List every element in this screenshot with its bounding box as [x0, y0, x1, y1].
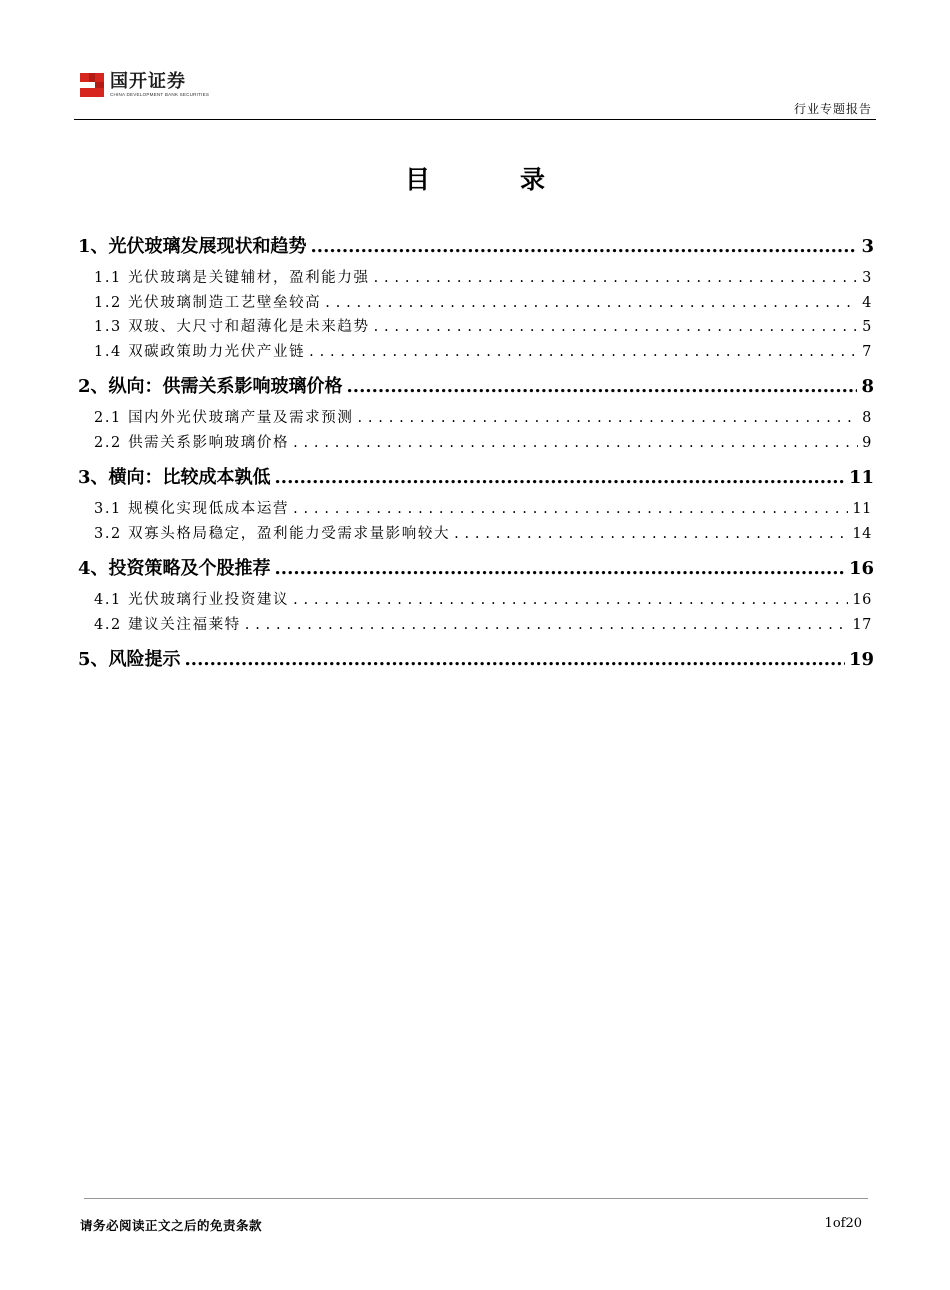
toc-page-number: 11	[852, 501, 872, 517]
toc-subsection-2-1[interactable]: 2.1 国内外光伏玻璃产量及需求预测 . . . 8	[78, 406, 874, 431]
toc-subsection-1-2[interactable]: 1.2 光伏玻璃制造工艺壁垒较高 . . . 4	[78, 291, 874, 316]
toc-section-3[interactable]: 3、横向：比较成本孰低 ..... 11	[78, 463, 874, 487]
toc-subsection-2-2[interactable]: 2.2 供需关系影响玻璃价格 . . . 9	[78, 431, 874, 456]
toc-page-number: 19	[848, 649, 874, 670]
toc-page-number: 9	[862, 434, 872, 451]
toc-page-number: 16	[852, 592, 872, 608]
toc-subsection-1-1[interactable]: 1.1 光伏玻璃是关键辅材，盈利能力强 . . . 3	[78, 266, 874, 291]
brand-logo-icon	[80, 73, 104, 97]
toc-page-number: 3	[862, 270, 872, 286]
footer-divider	[84, 1198, 868, 1199]
brand-logo	[80, 70, 209, 100]
toc-subsection-3-2[interactable]: 3.2 双寡头格局稳定，盈利能力受需求量影响较大 . . . 14	[78, 522, 874, 547]
toc-page-number: 4	[862, 294, 872, 311]
toc-subsection-1-3[interactable]: 1.3 双玻、大尺寸和超薄化是未来趋势 . . . 5	[78, 315, 874, 340]
toc-page-number: 3	[861, 236, 874, 257]
brand-name: 国开证券	[110, 71, 186, 92]
toc-page-number: 17	[852, 616, 872, 633]
toc-page-number: 16	[848, 558, 874, 579]
toc-page-number: 11	[848, 467, 874, 488]
report-type: 行业专题报告	[793, 102, 872, 116]
header-divider	[74, 119, 876, 120]
toc-section-4[interactable]: 4、投资策略及个股推荐 ..... 16	[78, 554, 874, 578]
table-of-contents	[78, 230, 874, 679]
toc-section-1[interactable]: 1、光伏玻璃发展现状和趋势 ..... 3	[78, 232, 874, 256]
brand-name-en: CHINA DEVELOPMENT BANK SECURITIES	[110, 92, 210, 97]
toc-page-number: 5	[862, 319, 872, 335]
page-indicator: 1of20	[824, 1216, 862, 1231]
toc-subsection-3-1[interactable]: 3.1 规模化实现低成本运营 . . . 11	[78, 497, 874, 522]
toc-subsection-4-2[interactable]: 4.2 建议关注福莱特 . . . 17	[78, 613, 874, 638]
toc-page-number: 8	[862, 410, 872, 426]
disclaimer-notice: 请务必阅读正文之后的免责条款	[80, 1218, 263, 1233]
toc-subsection-1-4[interactable]: 1.4 双碳政策助力光伏产业链 . . . 7	[78, 340, 874, 365]
toc-section-2[interactable]: 2、纵向：供需关系影响玻璃价格 ..... 8	[78, 372, 874, 396]
toc-title: 目录	[404, 165, 635, 194]
toc-page-number: 7	[862, 343, 872, 360]
toc-page-number: 8	[861, 376, 874, 397]
toc-page-number: 14	[852, 525, 872, 542]
toc-subsection-4-1[interactable]: 4.1 光伏玻璃行业投资建议 . . . 16	[78, 588, 874, 613]
toc-section-5[interactable]: 5、风险提示 ..... 19	[78, 645, 874, 669]
